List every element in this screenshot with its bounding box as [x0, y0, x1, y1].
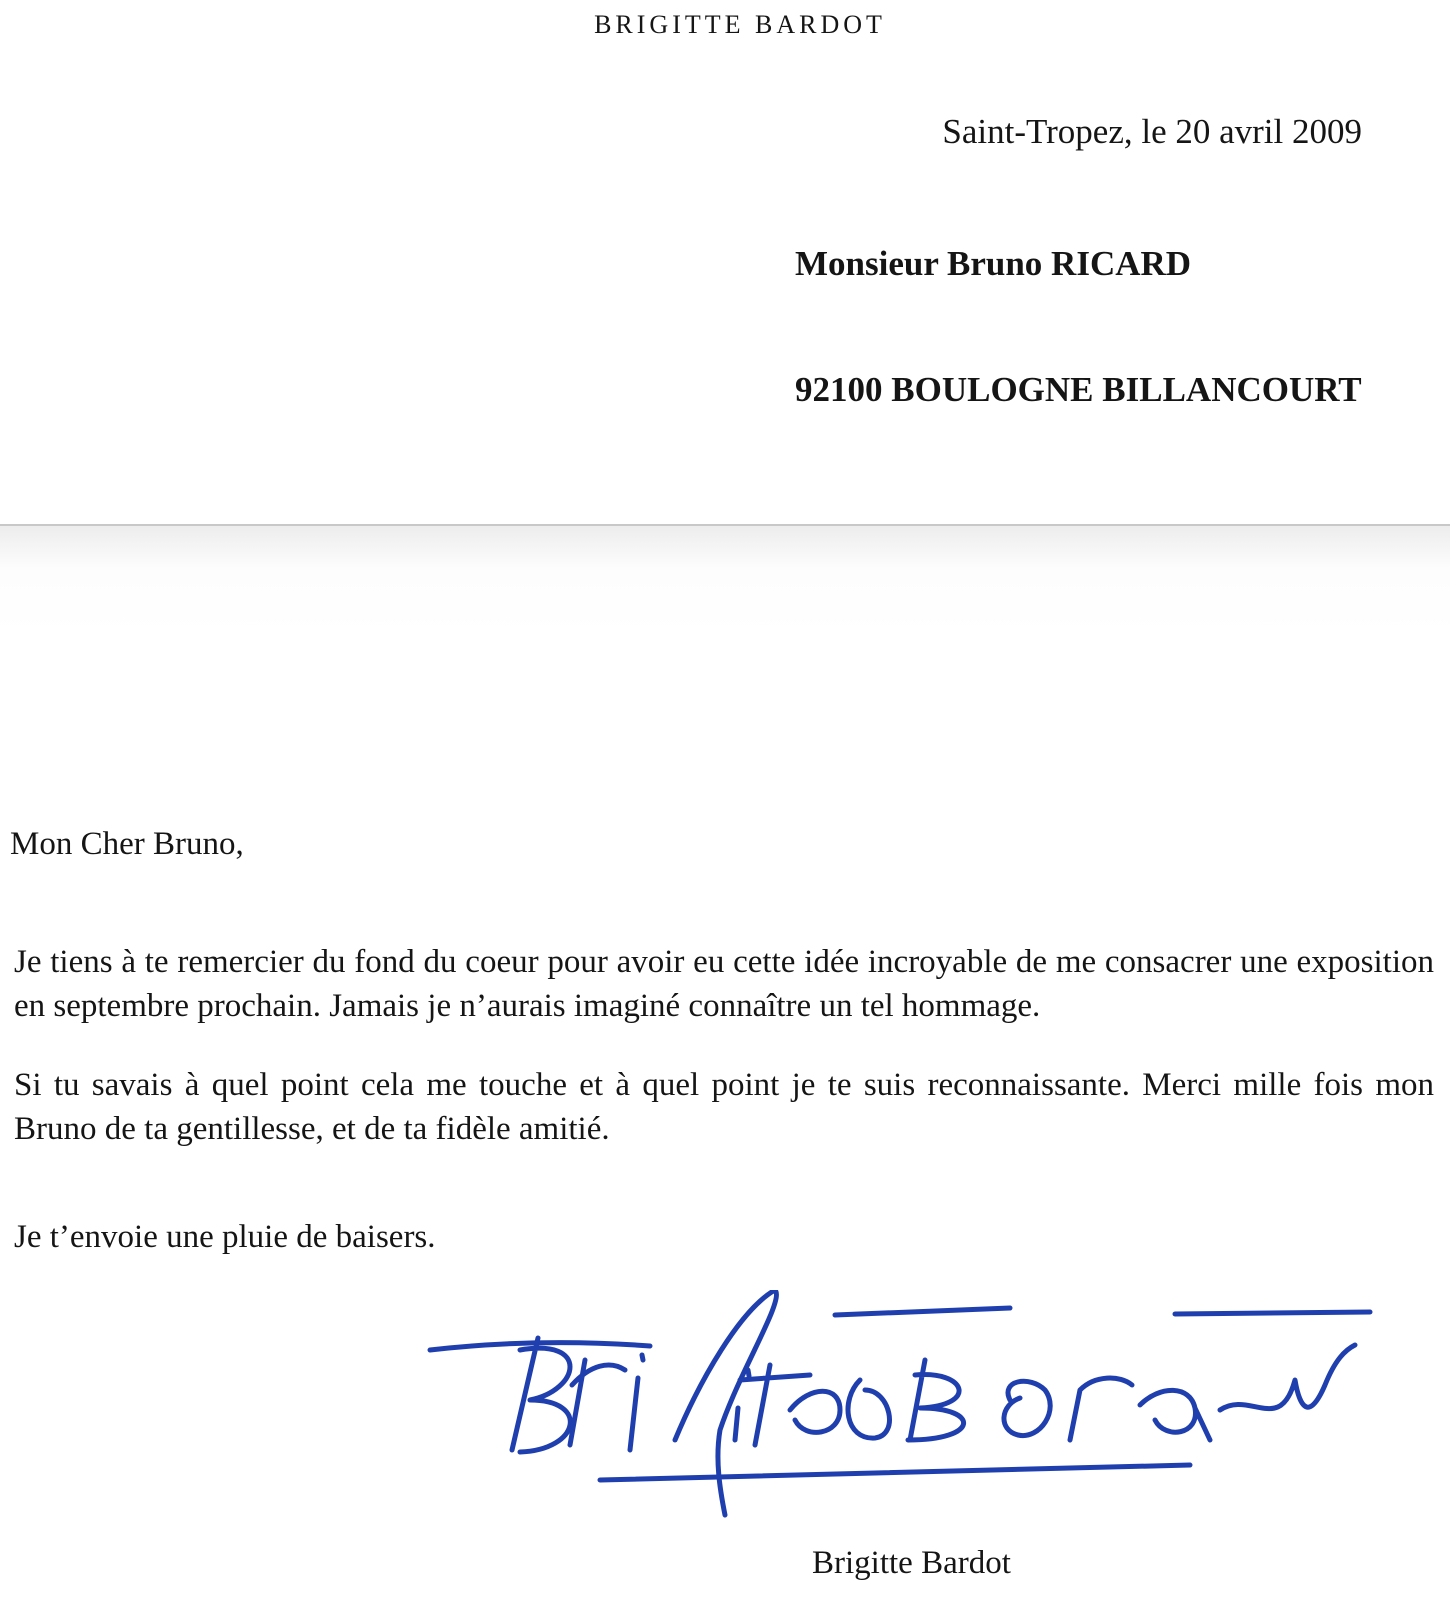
body-paragraph-1: Je tiens à te remercier du fond du coeur pour avoir eu cette idée incroyable de me consacrer une exposition en septembre prochain. Jamais je n’aurais imaginé connaître un tel hommage.	[14, 944, 1434, 1024]
date-line: Saint-Tropez, le 20 avril 2009	[942, 112, 1362, 151]
recipient-name: Monsieur Bruno RICARD	[795, 244, 1192, 283]
salutation: Mon Cher Bruno,	[10, 826, 244, 862]
paper-fold-shadow	[0, 524, 1450, 634]
body-paragraph-2: Si tu savais à quel point cela me touche et à quel point je te suis reconnaissante. Merci mille fois mon Bruno de ta gentillesse, et de ta fidèle amitié.	[14, 1067, 1434, 1147]
recipient-address: 92100 BOULOGNE BILLANCOURT	[795, 370, 1362, 409]
handwritten-signature	[420, 1290, 1410, 1530]
body-paragraph-3: Je t’envoie une pluie de baisers.	[14, 1219, 436, 1255]
signed-name: Brigitte Bardot	[812, 1545, 1011, 1581]
letterhead: BRIGITTE BARDOT	[594, 10, 886, 39]
paper-fold-line	[0, 524, 1450, 526]
